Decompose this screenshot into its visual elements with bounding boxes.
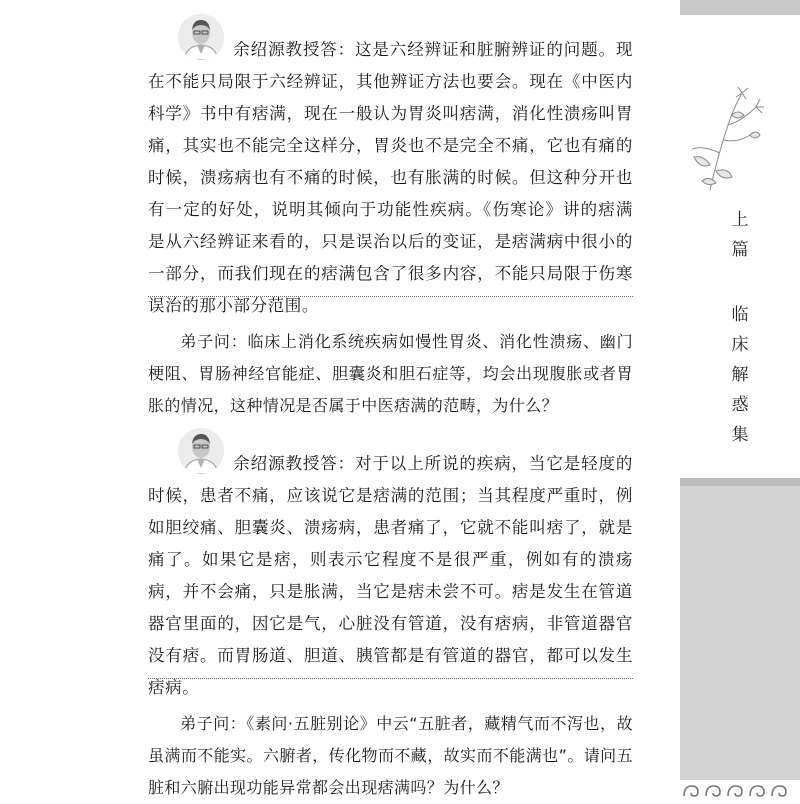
question-paragraph-1 <box>148 326 633 422</box>
lily-flower-icon <box>680 85 800 195</box>
answer-text-1: 余绍源教授答：这是六经辨证和脏腑辨证的问题。现在不能只局限于六经辨证，其他辨证方法也要会。现在《中医内科学》书中有痞满，现在一般认为胃炎叫痞满，消化性溃疡叫胃痛，其实也不能完全这样分，胃炎也不是完全不痛，它也有痛的时候，溃疡病也有不痛的时候，也有胀满的时候。但这种分开也有一定的好处，说明其倾向于功能性疾病。《伤寒论》讲的痞满是从六经辨证来看的，只是误治以后的变证，是痞满病中很小的一部分，而我们现在的痞满包含了很多内容，不能只局限于伤寒误治的那小部分范围。 <box>148 40 633 315</box>
question-text-2: 弟子问：《素问·五脏别论》中云“五脏者，藏精气而不泻也，故虽满而不能实。六腑者，传化物而不藏，故实而不能满也”。请问五脏和六腑出现功能异常都会出现痞满吗？为什么？ <box>148 714 633 797</box>
dotted-divider-2 <box>148 678 633 679</box>
question-text-1: 弟子问：临床上消化系统疾病如慢性胃炎、消化性溃疡、幽门梗阻、胃肠神经官能症、胆囊炎和胆石症等，均会出现腹胀或者胃胀的情况，这种情况是否属于中医痞满的范畴，为什么？ <box>148 332 633 415</box>
title-char: 解 <box>731 365 749 385</box>
question-paragraph-2 <box>148 708 633 804</box>
title-char: 床 <box>731 335 749 355</box>
title-char: 临 <box>731 305 749 325</box>
book-title-label <box>680 300 800 450</box>
volume-label <box>680 205 800 265</box>
answer-paragraph-2 <box>148 448 633 704</box>
answer-paragraph-1 <box>148 34 633 322</box>
sidebar-top-bar <box>680 0 800 15</box>
title-char: 惑 <box>731 395 749 415</box>
volume-char: 篇 <box>731 240 749 260</box>
volume-char: 上 <box>731 210 749 230</box>
title-char: 集 <box>731 425 749 445</box>
chapter-sidebar <box>680 0 800 800</box>
sidebar-gray-block <box>680 478 800 780</box>
scroll-ornament-icon <box>680 780 800 800</box>
sidebar-gray-border <box>680 478 800 486</box>
answer-text-2: 余绍源教授答：对于以上所说的疾病，当它是轻度的时候，患者不痛，应该说它是痞满的范围；当其程度严重时，例如胆绞痛、胆囊炎、溃疡病，患者痛了，它就不能叫痞了，就是痛了。如果它是痞，则表示它程度不是很严重，例如有的溃疡病，并不会痛，只是胀满，当它是痞未尝不可。痞是发生在管道器官里面的，因它是气，心脏没有管道，没有痞病，非管道器官没有痞。而胃肠道、胆道、胰管都是有管道的器官，都可以发生痞病。 <box>148 454 633 697</box>
dotted-divider-1 <box>148 296 633 297</box>
